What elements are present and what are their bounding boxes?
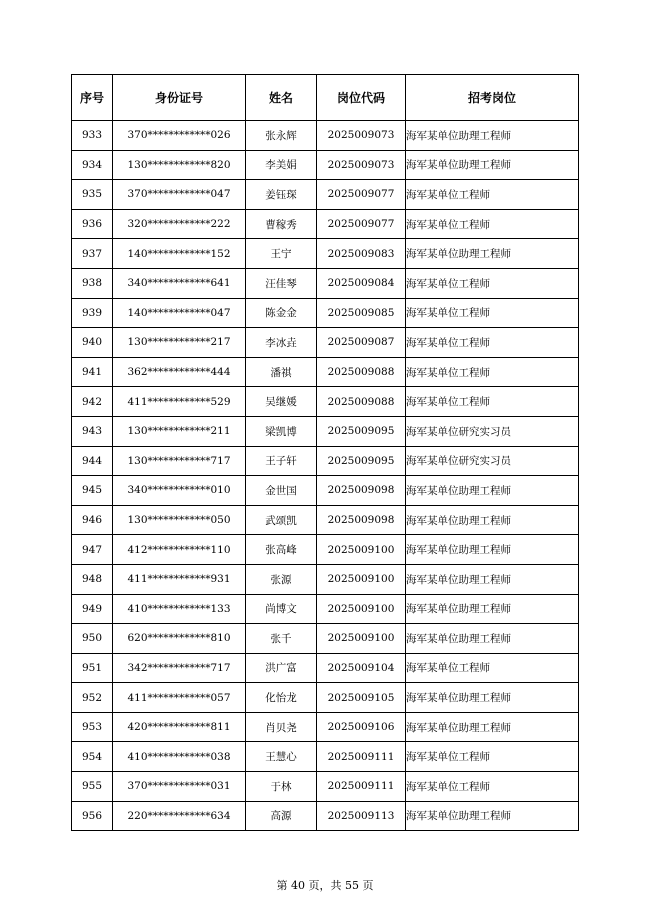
table-row bbox=[72, 268, 579, 298]
table-row bbox=[72, 772, 579, 802]
table-body bbox=[72, 121, 579, 831]
cell-post-title: 海军某单位工程师 bbox=[406, 209, 579, 239]
table-row bbox=[72, 505, 579, 535]
table-header bbox=[72, 75, 579, 121]
cell-serial-number: 933 bbox=[72, 121, 113, 151]
cell-post-title: 海军某单位助理工程师 bbox=[406, 121, 579, 151]
cell-serial-number: 947 bbox=[72, 535, 113, 565]
cell-post-code: 2025009100 bbox=[317, 564, 406, 594]
cell-name: 于林 bbox=[246, 772, 317, 802]
cell-post-code: 2025009088 bbox=[317, 357, 406, 387]
cell-name: 金世国 bbox=[246, 476, 317, 506]
table-row bbox=[72, 624, 579, 654]
table-row bbox=[72, 683, 579, 713]
cell-post-title: 海军某单位助理工程师 bbox=[406, 624, 579, 654]
cell-post-code: 2025009106 bbox=[317, 712, 406, 742]
cell-post-title: 海军某单位研究实习员 bbox=[406, 446, 579, 476]
cell-id-number: 411************931 bbox=[113, 564, 246, 594]
cell-post-title: 海军某单位助理工程师 bbox=[406, 683, 579, 713]
table-row bbox=[72, 446, 579, 476]
cell-post-title: 海军某单位助理工程师 bbox=[406, 476, 579, 506]
cell-post-title: 海军某单位助理工程师 bbox=[406, 535, 579, 565]
cell-post-code: 2025009098 bbox=[317, 476, 406, 506]
table-row bbox=[72, 564, 579, 594]
cell-post-code: 2025009084 bbox=[317, 268, 406, 298]
cell-id-number: 140************047 bbox=[113, 298, 246, 328]
cell-name: 张源 bbox=[246, 564, 317, 594]
cell-serial-number: 953 bbox=[72, 712, 113, 742]
header-id-number: 身份证号 bbox=[113, 75, 246, 121]
cell-post-title: 海军某单位助理工程师 bbox=[406, 712, 579, 742]
cell-serial-number: 940 bbox=[72, 328, 113, 358]
cell-post-code: 2025009083 bbox=[317, 239, 406, 269]
header-serial-number: 序号 bbox=[72, 75, 113, 121]
cell-post-code: 2025009100 bbox=[317, 624, 406, 654]
cell-name: 潘祺 bbox=[246, 357, 317, 387]
cell-serial-number: 945 bbox=[72, 476, 113, 506]
cell-name: 陈金金 bbox=[246, 298, 317, 328]
cell-id-number: 340************010 bbox=[113, 476, 246, 506]
cell-post-code: 2025009113 bbox=[317, 801, 406, 831]
table-row bbox=[72, 209, 579, 239]
cell-post-code: 2025009073 bbox=[317, 121, 406, 151]
cell-post-title: 海军某单位工程师 bbox=[406, 298, 579, 328]
cell-post-title: 海军某单位工程师 bbox=[406, 772, 579, 802]
cell-name: 肖贝尧 bbox=[246, 712, 317, 742]
cell-post-title: 海军某单位研究实习员 bbox=[406, 416, 579, 446]
cell-name: 洪广富 bbox=[246, 653, 317, 683]
table-row bbox=[72, 801, 579, 831]
cell-serial-number: 955 bbox=[72, 772, 113, 802]
cell-id-number: 370************047 bbox=[113, 180, 246, 210]
cell-post-title: 海军某单位工程师 bbox=[406, 328, 579, 358]
cell-name: 武颂凯 bbox=[246, 505, 317, 535]
table-row bbox=[72, 476, 579, 506]
cell-serial-number: 948 bbox=[72, 564, 113, 594]
cell-id-number: 130************820 bbox=[113, 150, 246, 180]
cell-post-title: 海军某单位助理工程师 bbox=[406, 801, 579, 831]
cell-id-number: 411************057 bbox=[113, 683, 246, 713]
table-row bbox=[72, 416, 579, 446]
cell-name: 王宁 bbox=[246, 239, 317, 269]
cell-serial-number: 936 bbox=[72, 209, 113, 239]
table-row bbox=[72, 328, 579, 358]
cell-post-title: 海军某单位助理工程师 bbox=[406, 564, 579, 594]
cell-post-code: 2025009073 bbox=[317, 150, 406, 180]
cell-serial-number: 950 bbox=[72, 624, 113, 654]
cell-id-number: 130************217 bbox=[113, 328, 246, 358]
cell-id-number: 130************211 bbox=[113, 416, 246, 446]
cell-serial-number: 939 bbox=[72, 298, 113, 328]
cell-id-number: 370************026 bbox=[113, 121, 246, 151]
cell-id-number: 370************031 bbox=[113, 772, 246, 802]
cell-id-number: 140************152 bbox=[113, 239, 246, 269]
cell-id-number: 130************050 bbox=[113, 505, 246, 535]
cell-post-code: 2025009077 bbox=[317, 180, 406, 210]
table-row bbox=[72, 121, 579, 151]
cell-post-code: 2025009100 bbox=[317, 535, 406, 565]
cell-post-code: 2025009105 bbox=[317, 683, 406, 713]
cell-id-number: 340************641 bbox=[113, 268, 246, 298]
cell-name: 王慧心 bbox=[246, 742, 317, 772]
cell-name: 王子轩 bbox=[246, 446, 317, 476]
cell-post-code: 2025009085 bbox=[317, 298, 406, 328]
cell-serial-number: 941 bbox=[72, 357, 113, 387]
cell-id-number: 342************717 bbox=[113, 653, 246, 683]
cell-post-title: 海军某单位工程师 bbox=[406, 357, 579, 387]
header-post-code: 岗位代码 bbox=[317, 75, 406, 121]
cell-name: 高源 bbox=[246, 801, 317, 831]
cell-id-number: 220************634 bbox=[113, 801, 246, 831]
cell-serial-number: 943 bbox=[72, 416, 113, 446]
cell-name: 吴继媛 bbox=[246, 387, 317, 417]
cell-serial-number: 942 bbox=[72, 387, 113, 417]
cell-post-code: 2025009098 bbox=[317, 505, 406, 535]
cell-serial-number: 956 bbox=[72, 801, 113, 831]
table-row bbox=[72, 150, 579, 180]
cell-post-code: 2025009104 bbox=[317, 653, 406, 683]
table-row bbox=[72, 653, 579, 683]
cell-post-code: 2025009111 bbox=[317, 742, 406, 772]
cell-post-code: 2025009095 bbox=[317, 416, 406, 446]
page-footer: 第 40 页，共 55 页 bbox=[276, 879, 374, 892]
table-row bbox=[72, 298, 579, 328]
cell-post-code: 2025009087 bbox=[317, 328, 406, 358]
cell-post-code: 2025009100 bbox=[317, 594, 406, 624]
cell-serial-number: 949 bbox=[72, 594, 113, 624]
table-row bbox=[72, 594, 579, 624]
cell-post-title: 海军某单位工程师 bbox=[406, 387, 579, 417]
cell-serial-number: 946 bbox=[72, 505, 113, 535]
cell-name: 张高峰 bbox=[246, 535, 317, 565]
header-row bbox=[72, 75, 579, 121]
cell-id-number: 412************110 bbox=[113, 535, 246, 565]
cell-post-code: 2025009111 bbox=[317, 772, 406, 802]
cell-id-number: 130************717 bbox=[113, 446, 246, 476]
cell-post-title: 海军某单位工程师 bbox=[406, 653, 579, 683]
candidate-table bbox=[71, 74, 579, 831]
cell-serial-number: 937 bbox=[72, 239, 113, 269]
cell-post-title: 海军某单位助理工程师 bbox=[406, 505, 579, 535]
cell-post-title: 海军某单位助理工程师 bbox=[406, 239, 579, 269]
cell-id-number: 410************133 bbox=[113, 594, 246, 624]
table-row bbox=[72, 239, 579, 269]
cell-name: 李美娟 bbox=[246, 150, 317, 180]
table-row bbox=[72, 712, 579, 742]
cell-id-number: 411************529 bbox=[113, 387, 246, 417]
cell-serial-number: 951 bbox=[72, 653, 113, 683]
cell-post-title: 海军某单位助理工程师 bbox=[406, 594, 579, 624]
table-row bbox=[72, 742, 579, 772]
cell-id-number: 420************811 bbox=[113, 712, 246, 742]
header-name: 姓名 bbox=[246, 75, 317, 121]
cell-name: 汪佳琴 bbox=[246, 268, 317, 298]
cell-name: 梁凯博 bbox=[246, 416, 317, 446]
cell-post-code: 2025009077 bbox=[317, 209, 406, 239]
cell-id-number: 362************444 bbox=[113, 357, 246, 387]
cell-serial-number: 954 bbox=[72, 742, 113, 772]
table-row bbox=[72, 387, 579, 417]
cell-serial-number: 935 bbox=[72, 180, 113, 210]
cell-name: 曹稼秀 bbox=[246, 209, 317, 239]
table-row bbox=[72, 357, 579, 387]
cell-id-number: 410************038 bbox=[113, 742, 246, 772]
cell-id-number: 620************810 bbox=[113, 624, 246, 654]
cell-post-title: 海军某单位工程师 bbox=[406, 268, 579, 298]
cell-post-code: 2025009088 bbox=[317, 387, 406, 417]
cell-serial-number: 944 bbox=[72, 446, 113, 476]
cell-id-number: 320************222 bbox=[113, 209, 246, 239]
cell-name: 化怡龙 bbox=[246, 683, 317, 713]
header-post-title: 招考岗位 bbox=[406, 75, 579, 121]
cell-serial-number: 934 bbox=[72, 150, 113, 180]
cell-post-title: 海军某单位工程师 bbox=[406, 742, 579, 772]
table-row bbox=[72, 535, 579, 565]
cell-serial-number: 938 bbox=[72, 268, 113, 298]
cell-post-code: 2025009095 bbox=[317, 446, 406, 476]
table-row bbox=[72, 180, 579, 210]
cell-name: 张千 bbox=[246, 624, 317, 654]
cell-post-title: 海军某单位助理工程师 bbox=[406, 150, 579, 180]
cell-name: 姜钰琛 bbox=[246, 180, 317, 210]
cell-name: 尚博文 bbox=[246, 594, 317, 624]
cell-serial-number: 952 bbox=[72, 683, 113, 713]
cell-post-title: 海军某单位工程师 bbox=[406, 180, 579, 210]
cell-name: 张永辉 bbox=[246, 121, 317, 151]
cell-name: 李冰垚 bbox=[246, 328, 317, 358]
